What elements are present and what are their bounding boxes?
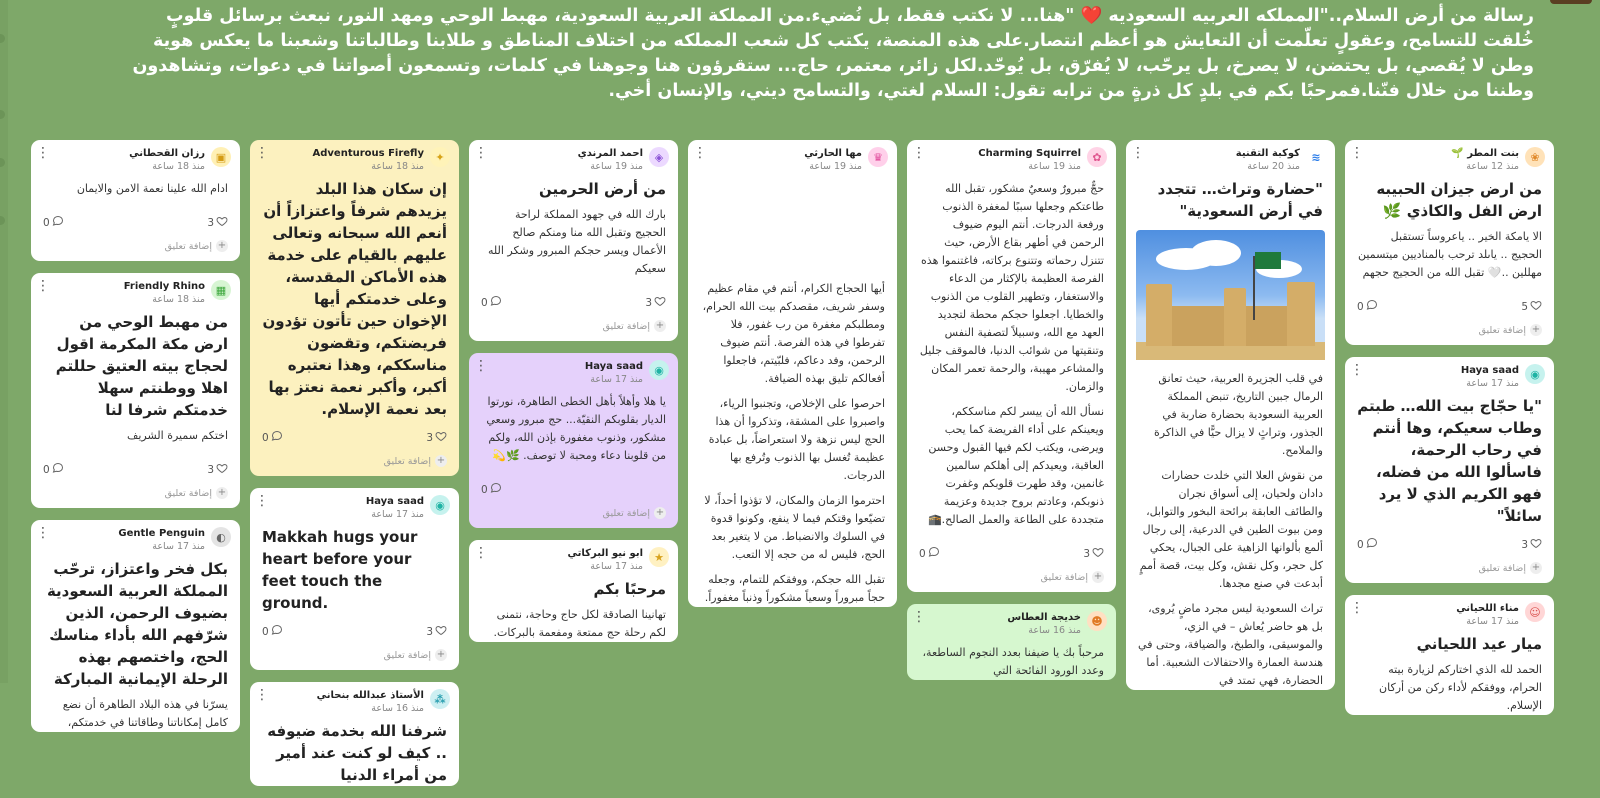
like-count: 3 <box>1521 538 1528 551</box>
like-button[interactable] <box>1083 546 1104 561</box>
post-time: منذ 12 ساعة <box>1466 161 1519 172</box>
like-button[interactable] <box>426 430 447 445</box>
like-button[interactable] <box>426 624 447 639</box>
comment-count: 0 <box>481 483 488 496</box>
post-meta <box>907 604 1116 638</box>
like-count: 5 <box>1521 300 1528 313</box>
add-comment-label: إضافة تعليق <box>164 240 212 252</box>
more-options-icon[interactable]: ⋮ <box>255 145 269 161</box>
comment-count: 0 <box>1357 538 1364 551</box>
sidebar-dot <box>0 34 5 43</box>
add-comment-label: إضافة تعليق <box>602 320 650 332</box>
post-paragraph: تراث السعودية ليس مجرد ماضٍ يُروى، بل هو حاضر يُعاش – في الزي، والموسيقى، والطبخ، والضيافة، وحتى في هندسة العمارة والاحتفالات الشعبية. أما الحضارة، فهي تمتد في <box>1138 602 1323 687</box>
post-meta <box>469 353 678 387</box>
like-button[interactable] <box>207 215 228 230</box>
post-time: منذ 17 ساعة <box>1466 378 1519 389</box>
post-meta <box>31 520 240 554</box>
post-body <box>907 174 1116 529</box>
post-time: منذ 17 ساعة <box>590 374 643 385</box>
post-body <box>907 638 1116 680</box>
post-author-block <box>50 527 205 553</box>
add-comment-button[interactable] <box>1345 318 1554 345</box>
comment-icon <box>271 430 283 445</box>
post-paragraph: الحمد لله الذي اختاركم لزيارة بيته الحرام، ووفقكم لأداء ركن من أركان الإسلام. <box>1379 663 1542 712</box>
post-time: منذ 20 ساعة <box>1247 161 1300 172</box>
add-comment-button[interactable] <box>250 449 459 476</box>
plus-icon: + <box>217 487 227 498</box>
comment-icon <box>52 215 64 230</box>
sidebar-dot <box>0 110 5 119</box>
post-author-block <box>926 147 1081 173</box>
post-actions <box>1345 527 1554 556</box>
comment-count-button[interactable] <box>1357 299 1378 314</box>
post-author: Haya saad <box>1460 365 1519 376</box>
post-meta <box>1345 140 1554 174</box>
plus-icon: + <box>436 649 446 660</box>
comment-count-button[interactable] <box>262 624 283 639</box>
post-author-block <box>269 147 424 173</box>
pink-crown-icon: ♛ <box>868 147 888 167</box>
more-options-icon[interactable]: ⋮ <box>36 525 50 541</box>
plus-icon: + <box>1093 571 1103 582</box>
post-title: من مهبط الوحي من ارض مكة المكرمة اقول لحجاج بيته العتيق حللتم اهلا ووطنتم سهلا خدمتكم شرفا لنا <box>55 313 228 419</box>
post-actions <box>31 452 240 481</box>
post-author: الأستاذ عبدالله بنحاني <box>316 690 424 701</box>
post-body <box>1345 222 1554 282</box>
like-button[interactable] <box>1521 299 1542 314</box>
sidebar-dot <box>0 216 5 225</box>
post-card[interactable] <box>250 682 459 786</box>
post-paragraph: احرصوا على الإخلاص، وتجنبوا الرياء، واصبروا على المشقة، وتذكروا أن هذا الحج ليس نزهة ولا استعراضاً، بل عبادة عظيمة تُغسل بها الذنوب وتُرفع بها الدرجات. <box>708 397 885 482</box>
post-paragraph: احترموا الزمان والمكان، لا تؤذوا أحداً، لا تضيّعوا وقتكم فيما لا ينفع، وكونوا قدوة في السلوك والانضباط. من لا يتغير بعد الحج، فليس له من حجه إلا التعب. <box>704 494 885 561</box>
heart-icon <box>216 215 228 230</box>
post-meta <box>31 140 240 174</box>
more-options-icon[interactable]: ⋮ <box>36 145 50 161</box>
like-button[interactable] <box>1521 537 1542 552</box>
post-time: منذ 17 ساعة <box>152 541 205 552</box>
more-options-icon[interactable]: ⋮ <box>912 145 926 161</box>
post-author-block <box>1364 602 1519 628</box>
post-actions <box>1345 289 1554 318</box>
more-options-icon[interactable]: ⋮ <box>255 493 269 509</box>
plus-icon: + <box>655 320 665 331</box>
grey-penguin-icon: ◐ <box>211 527 231 547</box>
post-author: كوكبة التقنية <box>1235 148 1300 159</box>
post-card[interactable] <box>907 604 1116 680</box>
post-paragraph: تهانينا الصادقة لكل حاج وحاجة، نتمنى لكم رحلة حج ممتعة ومفعمة بالبركات. <box>493 608 666 639</box>
teal-dots-icon: ⁂ <box>430 689 450 709</box>
more-options-icon[interactable]: ⋮ <box>255 687 269 703</box>
add-comment-label: إضافة تعليق <box>1478 324 1526 336</box>
post-title: إن سكان هذا البلد يزيدهم شرفاً واعتزازاً أن أنعم الله سبحانه وتعالى عليهم بالقيام على خدمة هذه الأماكن المقدسة، وعلى خدمتكم أيها الإخوان حين تأتون تؤدون فريضتكم، وتقضون مناسككم، وهذا نعتبره أكبر، وأكبر نعمة نعتز بها بعد نعمة الإسلام. <box>262 180 447 418</box>
comment-count: 0 <box>262 431 269 444</box>
post-author-block <box>50 147 205 173</box>
heart-icon <box>216 462 228 477</box>
board-column <box>1345 140 1554 727</box>
comment-icon <box>1366 299 1378 314</box>
add-comment-label: إضافة تعليق <box>383 649 431 661</box>
board-column <box>907 140 1116 692</box>
post-body <box>688 274 897 607</box>
post-actions <box>250 614 459 643</box>
comment-icon <box>1366 537 1378 552</box>
orange-face-icon: ☻ <box>1087 611 1107 631</box>
post-paragraph: اختكم سميرة الشريف <box>126 429 228 442</box>
like-count: 3 <box>207 463 214 476</box>
comment-icon <box>271 624 283 639</box>
post-author-block <box>50 280 205 306</box>
comment-icon <box>490 295 502 310</box>
post-title: شرفنا الله بخدمة ضيوفه .. كيف لو كنت عند أمير من أمراء الدنيا <box>267 722 447 784</box>
post-title: "يا حجّاج بيت الله… طبتم وطاب سعيكم، وها أنتم في رحاب الرحمة، فاسألوا الله من فضله، فهو الكريم الذي لا يرد سائلاً" <box>1357 397 1542 525</box>
post-card[interactable] <box>469 140 678 341</box>
more-options-icon[interactable]: ⋮ <box>36 278 50 294</box>
post-paragraph: أيها الحجاج الكرام، أنتم في مقام عظيم وسفر شريف، مقصدكم بيت الله الحرام، ومطلبكم مغفرة من رب غفور، فلا تفرطوا في هذه الفرصة. أنتم ضيوف الرحمن، وفد دعاكم، فلبّيتم، فاجعلوا أفعالكم تليق بهذه الضيافة. <box>702 282 885 385</box>
post-title: Makkah hugs your heart before your feet touch the ground. <box>262 528 418 612</box>
post-paragraph: يسرّنا في هذه البلاد الطاهرة أن نضع كامل إمكاناتنا وطاقاتنا في خدمتكم، <box>62 698 228 729</box>
post-time: منذ 18 ساعة <box>152 161 205 172</box>
colorful-logo-icon: ≋ <box>1306 147 1326 167</box>
post-actions <box>469 472 678 501</box>
comment-icon <box>52 462 64 477</box>
comment-count-button[interactable] <box>43 462 64 477</box>
post-card[interactable] <box>1345 357 1554 583</box>
post-time: منذ 19 ساعة <box>1028 161 1081 172</box>
add-comment-button[interactable] <box>31 234 240 261</box>
post-paragraph: ادام الله علينا نعمة الامن والايمان <box>76 182 228 195</box>
like-count: 3 <box>645 296 652 309</box>
post-author: Friendly Rhino <box>123 281 205 292</box>
add-comment-label: إضافة تعليق <box>164 487 212 499</box>
board-column <box>1126 140 1335 702</box>
yellow-robot-icon: ▣ <box>211 147 231 167</box>
heart-icon <box>435 430 447 445</box>
post-body <box>469 387 678 465</box>
post-card[interactable] <box>250 140 459 476</box>
post-paragraph: في قلب الجزيرة العربية، حيث تعانق الرمال جبين التاريخ، تنبض المملكة العربية السعودية بحضارة ضاربة في الجذور، وتراثٍ لا يزال حيًّا في الذاكرة والملامح. <box>1154 372 1323 457</box>
post-actions <box>31 205 240 234</box>
post-actions <box>469 285 678 314</box>
more-options-icon[interactable]: ⋮ <box>912 609 926 625</box>
post-meta <box>31 273 240 307</box>
post-author: مناء اللحياني <box>1456 603 1519 614</box>
yellow-firefly-icon: ✦ <box>430 147 450 167</box>
post-time: منذ 18 ساعة <box>152 294 205 305</box>
post-paragraph: الا يامكة الخير .. ياعروساً تستقبل الحجيج .. ياىلد ترحب بالمناديين ميتسمين مهللين ..🤍 تقبل الله من الحجيج حجهم <box>1358 230 1542 279</box>
post-author-block <box>488 547 643 573</box>
plus-icon: + <box>655 507 665 518</box>
post-meta <box>469 140 678 174</box>
post-title: من أرض الحرمين <box>538 180 666 198</box>
heart-icon <box>1530 299 1542 314</box>
board-column <box>250 140 459 798</box>
like-button[interactable] <box>645 295 666 310</box>
teal-alien-icon: ◉ <box>1525 364 1545 384</box>
post-card[interactable] <box>688 140 897 607</box>
post-paragraph: تقبل الله حجكم، ووفقكم للتمام، وجعله حجاً مبروراً وسعياً مشكوراً وذنباً مغفوراً. <box>704 573 885 604</box>
comment-count: 0 <box>1357 300 1364 313</box>
more-options-icon[interactable]: ⋮ <box>474 145 488 161</box>
post-author: Adventurous Firefly <box>312 148 424 159</box>
board-column <box>469 140 678 654</box>
post-title: مرحبًا بكم <box>593 580 666 598</box>
comment-count: 0 <box>919 547 926 560</box>
add-comment-label: إضافة تعليق <box>602 507 650 519</box>
post-body <box>31 174 240 198</box>
post-paragraph: مرحباً بك يا ضيفنا بعدد النجوم الساطعة، وعدد الورود الفائحة التي <box>922 646 1104 677</box>
post-body <box>469 600 678 642</box>
more-options-icon[interactable]: ⋮ <box>1350 145 1364 161</box>
post-meta <box>250 488 459 522</box>
comment-count: 0 <box>481 296 488 309</box>
comment-count-button[interactable] <box>919 546 940 561</box>
post-time: منذ 18 ساعة <box>371 161 424 172</box>
post-time: منذ 16 ساعة <box>371 703 424 714</box>
comment-count-button[interactable] <box>43 215 64 230</box>
teal-alien-icon: ◉ <box>430 495 450 515</box>
more-options-icon[interactable]: ⋮ <box>1131 145 1145 161</box>
post-author: بنت المطر 🌱 <box>1451 148 1519 159</box>
post-time: منذ 16 ساعة <box>1028 625 1081 636</box>
add-comment-button[interactable] <box>469 501 678 528</box>
post-meta <box>469 540 678 574</box>
add-comment-button[interactable] <box>469 314 678 341</box>
post-card[interactable] <box>907 140 1116 592</box>
plus-icon: + <box>1531 324 1541 335</box>
post-body <box>31 421 240 445</box>
post-meta <box>1345 595 1554 629</box>
add-comment-button[interactable] <box>31 481 240 508</box>
post-author-block <box>707 147 862 173</box>
post-title: ميار عيد اللحياني <box>1416 635 1542 653</box>
teal-alien-icon: ◉ <box>649 360 669 380</box>
like-count: 3 <box>207 216 214 229</box>
post-author-block <box>488 360 643 386</box>
plus-icon: + <box>1531 562 1541 573</box>
post-title: بكل فخر واعتزاز، ترحّب المملكة العربية السعودية بضيوف الرحمن، الذين شرّفهم الله بأداء مناسك الحج، واختصهم بهذه الرحلة الإيمانية المباركة <box>46 560 228 688</box>
add-comment-label: إضافة تعليق <box>1478 562 1526 574</box>
add-comment-button[interactable] <box>907 565 1116 592</box>
post-author: احمد المرندي <box>577 148 643 159</box>
post-paragraph: يا هلا وأهلاً بأهل الخطى الطاهرة، نورتوا الديار بقلوبكم النقيّة... حج مبرور وسعي مشكور، وذنوب مغفورة بإذن الله، ولكم من قلوبنا دعاء ومحبة لا توصف. 🌿💫 <box>486 395 666 462</box>
post-card[interactable] <box>250 488 459 670</box>
post-body <box>1126 364 1335 690</box>
post-body <box>31 690 240 732</box>
post-time: منذ 17 ساعة <box>371 509 424 520</box>
post-title: "حضارة وتراث… تتجدد في أرض السعودية" <box>1157 180 1323 220</box>
post-author-block <box>1364 147 1519 173</box>
post-author-block <box>1364 364 1519 390</box>
post-author: ابو نيو البركاتي <box>567 548 643 559</box>
post-paragraph: حجٌّ مبرورٌ وسعيٌ مشكور، تقبل الله طاعتكم وجعلها سببًا لمغفرة الذنوب ورفعة الدرجات. أنتم اليوم ضيوف الرحمن في أطهر بقاع الأرض، حيث تتنزل رحماته وتتنوع بركاته، فاغتنموا هذه الفرصة العظيمة بالإكثار من الدعاء والاستغفار، وتطهير القلوب من الذنوب والخطايا. اجعلوا حجكم محطة لتجديد العهد مع الله، وسبيلاً لتصفية النفس وتنقيتها من شوائب الدنيا، فالموقف جليل والمشاعر مهيبة، والرحمة تعمر المكان والزمان. <box>919 182 1104 393</box>
red-person-icon: ☺ <box>1525 602 1545 622</box>
post-card[interactable] <box>1126 140 1335 690</box>
post-meta <box>1126 140 1335 174</box>
post-author: Gentle Penguin <box>118 528 205 539</box>
post-paragraph: بارك الله في جهود المملكة لراحة الحجيج وتقبل الله منا ومنكم صالح الأعمال ويسر حجكم المبرور وشكر الله سعيكم <box>487 208 666 275</box>
comment-count: 0 <box>262 625 269 638</box>
post-author: Charming Squirrel <box>978 148 1081 159</box>
more-options-icon[interactable]: ⋮ <box>474 358 488 374</box>
post-card[interactable] <box>469 540 678 642</box>
post-author-block <box>488 147 643 173</box>
add-comment-button[interactable] <box>250 643 459 670</box>
board-column <box>31 140 240 744</box>
post-author: خديجة العطاس <box>1007 612 1081 623</box>
like-count: 3 <box>426 625 433 638</box>
add-comment-button[interactable] <box>1345 556 1554 583</box>
plus-icon: + <box>217 240 227 251</box>
post-time: منذ 17 ساعة <box>1466 616 1519 627</box>
like-button[interactable] <box>207 462 228 477</box>
heart-icon <box>1530 537 1542 552</box>
post-meta <box>250 140 459 174</box>
orange-flower-icon: ❀ <box>1525 147 1545 167</box>
comment-icon <box>928 546 940 561</box>
comment-icon <box>490 482 502 497</box>
left-edge-strip <box>0 0 8 683</box>
post-card[interactable] <box>31 273 240 508</box>
add-comment-label: إضافة تعليق <box>1040 571 1088 583</box>
like-count: 3 <box>1083 547 1090 560</box>
post-meta <box>1345 357 1554 391</box>
sidebar-dot <box>0 158 5 167</box>
post-meta <box>688 140 897 174</box>
post-card[interactable] <box>1345 595 1554 715</box>
post-card[interactable] <box>469 353 678 528</box>
more-options-icon[interactable]: ⋮ <box>474 545 488 561</box>
post-meta <box>250 682 459 716</box>
post-actions <box>907 536 1116 565</box>
post-author-block <box>926 611 1081 637</box>
heart-icon <box>654 295 666 310</box>
yellow-star-icon: ★ <box>649 547 669 567</box>
more-options-icon[interactable]: ⋮ <box>693 145 707 161</box>
like-count: 3 <box>426 431 433 444</box>
post-author: مها الحارثي <box>804 148 862 159</box>
board-description: رسالة من أرض السلام.."المملكه العربيه السعوديه ❤️ "هنا... لا نكتب فقط، بل نُضيء.من المملكة العربية السعودية، مهبط الوحي ومهد النور، نبعث برسائل قلوبٍ خُلقت للتسامح، وعقولٍ تعلّمت أن التعايش هو أعظم انتصار.على هذه المنصة، يكتب كل شعب المملكه من اختلاف المناطق و طلابنا وطالباتنا وشعبنا ما يعكس هوية وطن لا يُقصي، بل يحتضن، لا يصرخ، بل يرحّب، لا يُفرّق، بل يُوحّد.لكل زائر، معتمر، حاج... ستقرؤون هنا وجوهنا في كلمات، وتسمعون أصواتنا في دعوات، وتشاهدون وطننا من خلال فنّنا.فمرحبًا بكم في بلدٍ كل ذرةٍ من ترابه تقول: السلام لغتي، والتسامح ديني، والإنسان أخي. <box>132 6 1534 101</box>
comment-count: 0 <box>43 216 50 229</box>
post-time: منذ 19 ساعة <box>590 161 643 172</box>
post-body <box>469 200 678 278</box>
post-card[interactable] <box>1345 140 1554 345</box>
board-header <box>100 0 1600 110</box>
board-avatar <box>1550 0 1592 4</box>
more-options-icon[interactable]: ⋮ <box>1350 362 1364 378</box>
more-options-icon[interactable]: ⋮ <box>1350 600 1364 616</box>
post-author: رزان القحطاني <box>129 148 205 159</box>
comment-count-button[interactable] <box>1357 537 1378 552</box>
post-paragraph: من نقوش العلا التي خلدت حضارات دادان ولحيان، إلى أسواق نجران والطائف العابقة برائحة البخور والتوابل، ومن بيوت الطين في الدرعية، إلى رجال ألمع بألوانها الزاهية على الجبال، يحكي كل حجر، وكل نقش، وكل بيت، قصة أممٍ أبدعت في صنع مجدها. <box>1139 469 1323 590</box>
comment-count-button[interactable] <box>481 482 502 497</box>
post-meta <box>907 140 1116 174</box>
masmak-fortress-image <box>1136 230 1325 360</box>
post-time: منذ 17 ساعة <box>590 561 643 572</box>
post-blank-space <box>688 174 897 274</box>
post-paragraph: نسأل الله أن ييسر لكم مناسككم، ويعينكم على أداء الفريضة كما يحب ويرضى، ويكتب لكم فيها القبول وحسن العاقبة، ويعيدكم إلى أهلكم سالمين غانمين، وقد طهرت قلوبكم وغفرت ذنوبكم، وعادتم بروح جديدة وعزيمة متجددة على الطاعة والعمل الصالح.🕋 <box>927 405 1104 526</box>
post-title: من ارض جيزان الحبيبه ارض الفل والكاذي 🌿 <box>1376 180 1542 220</box>
pink-squirrel-icon: ✿ <box>1087 147 1107 167</box>
post-card[interactable] <box>31 520 240 732</box>
post-card[interactable] <box>31 140 240 261</box>
comment-count-button[interactable] <box>481 295 502 310</box>
comment-count: 0 <box>43 463 50 476</box>
post-time: منذ 19 ساعة <box>809 161 862 172</box>
add-comment-label: إضافة تعليق <box>383 455 431 467</box>
post-author-block <box>269 689 424 715</box>
post-actions <box>250 420 459 449</box>
comment-count-button[interactable] <box>262 430 283 445</box>
heart-icon <box>1092 546 1104 561</box>
post-author: Haya saad <box>584 361 643 372</box>
green-rhino-icon: ▦ <box>211 280 231 300</box>
plus-icon: + <box>436 455 446 466</box>
board-column <box>688 140 897 619</box>
post-author-block <box>269 495 424 521</box>
heart-icon <box>435 624 447 639</box>
purple-creature-icon: ◈ <box>649 147 669 167</box>
post-author: Haya saad <box>365 496 424 507</box>
post-author-block <box>1145 147 1300 173</box>
post-body <box>1345 655 1554 715</box>
